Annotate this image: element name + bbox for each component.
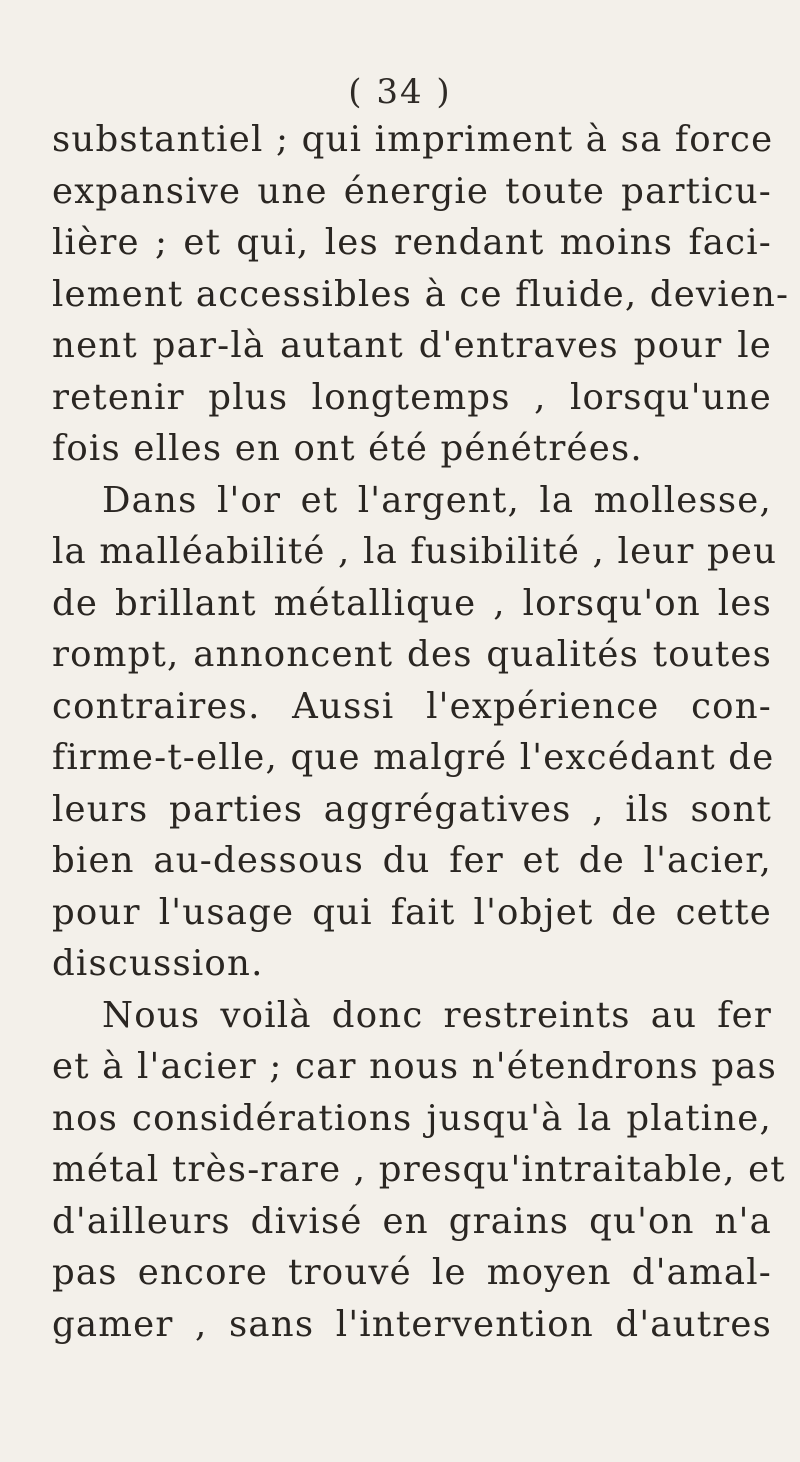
text-line: la malléabilité , la fusibilité , leur peu	[52, 531, 778, 572]
text-line: discussion.	[52, 943, 264, 984]
text-line: firme-t-elle, que malgré l'excédant de	[52, 737, 775, 778]
text-line: leurs parties aggrégatives , ils sont	[52, 788, 772, 830]
text-line: pas encore trouvé le moyen d'amal-	[52, 1252, 772, 1293]
text-line: Dans l'or et l'argent, la mollesse,	[102, 479, 772, 521]
text-line: gamer , sans l'intervention d'autres	[52, 1303, 772, 1345]
text-line: Nous voilà donc restreints au fer	[102, 994, 772, 1036]
text-line: bien au-dessous du fer et de l'acier,	[52, 840, 772, 881]
text-line: et à l'acier ; car nous n'étendrons pas	[52, 1046, 778, 1087]
page-number: ( 34 )	[348, 72, 452, 112]
text-line: de brillant métallique , lorsqu'on les	[52, 582, 772, 624]
text-line: lement accessibles à ce fluide, devien-	[52, 273, 790, 315]
text-line: nos considérations jusqu'à la platine,	[52, 1097, 772, 1139]
text-line: fois elles en ont été pénétrées.	[52, 428, 643, 469]
text-line: métal très-rare , presqu'intraitable, et	[52, 1149, 786, 1190]
text-line: contraires. Aussi l'expérience con-	[52, 685, 772, 727]
text-line: lière ; et qui, les rendant moins faci-	[52, 222, 772, 263]
text-line: substantiel ; qui impriment à sa force	[52, 119, 774, 160]
text-line: rompt, annoncent des qualités toutes	[52, 634, 772, 675]
text-line: expansive une énergie toute particu-	[52, 170, 772, 212]
page-text	[52, 114, 790, 1350]
text-line: pour l'usage qui fait l'objet de cette	[52, 891, 772, 933]
text-line: retenir plus longtemps , lorsqu'une	[52, 376, 772, 418]
text-line: nent par-là autant d'entraves pour le	[52, 325, 772, 366]
text-line: d'ailleurs divisé en grains qu'on n'a	[52, 1200, 772, 1242]
